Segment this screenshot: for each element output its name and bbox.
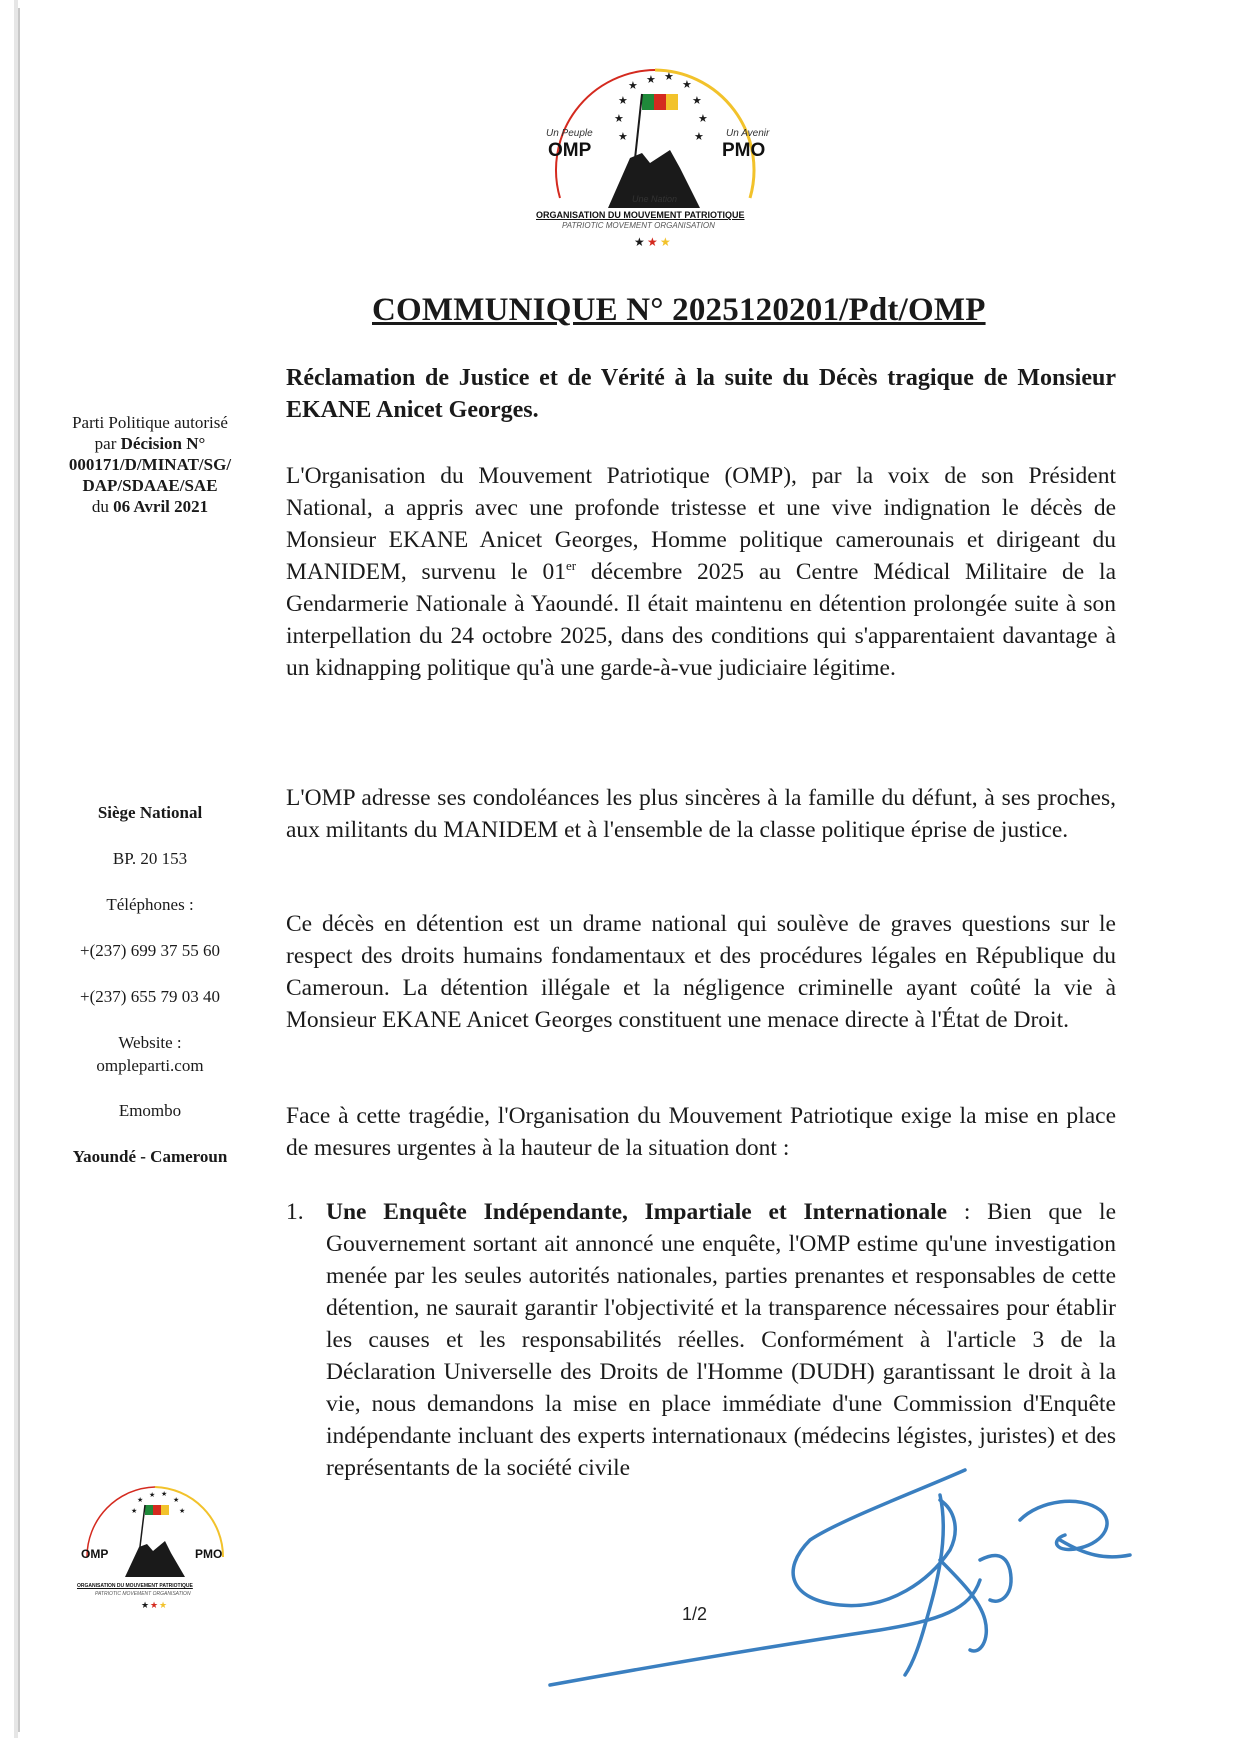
communique-title: COMMUNIQUE N° 2025120201/Pdt/OMP [372, 292, 986, 328]
page-number: 1/2 [682, 1604, 708, 1624]
svg-text:★: ★ [618, 130, 628, 143]
sidebar-siege-label: Siège National [97, 803, 203, 822]
list-item-heading: Une Enquête Indépendante, Impartiale et Internationale [326, 1199, 948, 1225]
footer-logo-stars-icon [141, 1599, 169, 1609]
logo-abbr-pmo: PMO [722, 140, 766, 161]
footer-logo-abbr-omp: OMP [81, 1547, 109, 1561]
svg-text:★: ★ [647, 235, 658, 248]
logo-tagline-right: Un Avenir [726, 128, 770, 139]
logo-abbr-omp: OMP [548, 140, 592, 161]
party-logo-header [530, 58, 780, 268]
paragraph-1: L'Organisation du Mouvement Patriotique (OMP), par la voix de son Président National, a appris avec une profonde tristesse et une vive indignation le décès de Monsieur EKANE Anicet Georges, Homme politique camerounais et dirigeant du MANIDEM, survenu le 01er décembre 2025 au Centre Médical Militaire de la Gendarmerie Nationale à Yaoundé. Il était maintenu en détention prolongée suite à son interpellation du 24 octobre 2025, dans des conditions qui s'apparentaient davantage à un kidnapping politique qu'à une garde-à-vue judiciaire légitime. [286, 463, 1116, 681]
footer-logo-org-en: PATRIOTIC MOVEMENT ORGANISATION [95, 1591, 191, 1597]
svg-text:★: ★ [618, 94, 628, 107]
svg-text:★: ★ [179, 1507, 186, 1515]
authorization-line-5: du 06 Avril 2021 [91, 497, 209, 516]
svg-text:★: ★ [161, 1490, 168, 1498]
logo-org-name-en: PATRIOTIC MOVEMENT ORGANISATION [562, 221, 715, 230]
svg-text:★: ★ [137, 1496, 144, 1504]
svg-text:★: ★ [692, 94, 702, 107]
sidebar-city: Yaoundé - Cameroun [72, 1147, 228, 1166]
svg-text:★: ★ [141, 1601, 150, 1609]
svg-text:★: ★ [149, 1491, 156, 1499]
logo-tagline-bottom: Une Nation [632, 194, 678, 204]
svg-text:★: ★ [664, 70, 674, 83]
svg-text:★: ★ [698, 112, 708, 125]
authorization-line-2: par Décision N° [94, 434, 206, 453]
sidebar-website: ompleparti.com [96, 1056, 204, 1075]
footer-logo-abbr-pmo: PMO [195, 1547, 223, 1561]
paragraph-2: L'OMP adresse ses condoléances les plus sincères à la famille du défunt, à ses proches, aux militants du MANIDEM et à l'ensemble de la classe politique éprise de justice. [286, 785, 1116, 843]
authorization-line-1: Parti Politique autorisé [72, 413, 228, 432]
list-item-number: 1. [286, 1199, 304, 1225]
svg-text:★: ★ [614, 112, 624, 125]
svg-text:★: ★ [173, 1496, 180, 1504]
authorization-line-3: 000171/D/MINAT/SG/ [68, 455, 232, 474]
sidebar-authorization [30, 412, 270, 517]
logo-stars-icon [634, 234, 674, 248]
svg-text:★: ★ [660, 235, 671, 248]
footer-logo-org-fr: ORGANISATION DU MOUVEMENT PATRIOTIQUE [77, 1583, 193, 1589]
list-item-text: : Bien que le Gouvernement sortant ait annoncé une enquête, l'OMP estime qu'une investigation menée par les seules autorités nationales, parties prenantes et responsables de cette détention, ne saurait garantir l'objectivité et la transparence nécessaires pour établir les causes et les responsabilités réelles. Conformément à l'article 3 de la Déclaration Universelle des Droits de l'Homme (DUDH) garantissant le droit à la vie, nous demandons la mise en place immédiate d'une Commission d'Enquête indépendante incluant des experts internationaux (médecins légistes, juristes) et des représentants de la société civile [326, 1199, 1116, 1481]
svg-text:★: ★ [131, 1507, 138, 1515]
logo-org-name-fr: ORGANISATION DU MOUVEMENT PATRIOTIQUE [536, 210, 745, 220]
communique-subject: Réclamation de Justice et de Vérité à la suite du Décès tragique de Monsieur EKANE Anicet Georges. [286, 365, 1116, 423]
handwritten-signature-icon [540, 1460, 1160, 1690]
authorization-line-4: DAP/SDAAE/SAE [82, 476, 218, 495]
list-item [326, 1196, 1116, 1484]
logo-tagline-left: Un Peuple [546, 128, 593, 139]
sidebar-phone-2: +(237) 655 79 03 40 [80, 987, 220, 1006]
sidebar-bp: BP. 20 153 [112, 849, 188, 868]
svg-text:★: ★ [150, 1601, 159, 1609]
sidebar-phone-1: +(237) 699 37 55 60 [80, 941, 220, 960]
svg-text:★: ★ [159, 1601, 168, 1609]
svg-text:★: ★ [646, 73, 656, 86]
svg-text:★: ★ [634, 235, 645, 248]
party-logo-footer [75, 1477, 235, 1627]
sidebar-website-label: Website : [118, 1033, 182, 1052]
paragraph-4: Face à cette tragédie, l'Organisation du Mouvement Patriotique exige la mise en place de mesures urgentes à la hauteur de la situation dont : [286, 1103, 1116, 1161]
svg-text:★: ★ [694, 130, 704, 143]
sidebar-phones-label: Téléphones : [106, 895, 194, 914]
svg-text:★: ★ [628, 79, 638, 92]
sidebar-district: Emombo [118, 1101, 182, 1120]
svg-text:★: ★ [682, 78, 692, 91]
paragraph-3: Ce décès en détention est un drame national qui soulève de graves questions sur le respect des droits humains fondamentaux et des procédures légales en République du Cameroun. La détention illégale et la négligence criminelle ayant coûté la vie à Monsieur EKANE Anicet Georges constituent une menace directe à l'État de Droit. [286, 911, 1116, 1033]
